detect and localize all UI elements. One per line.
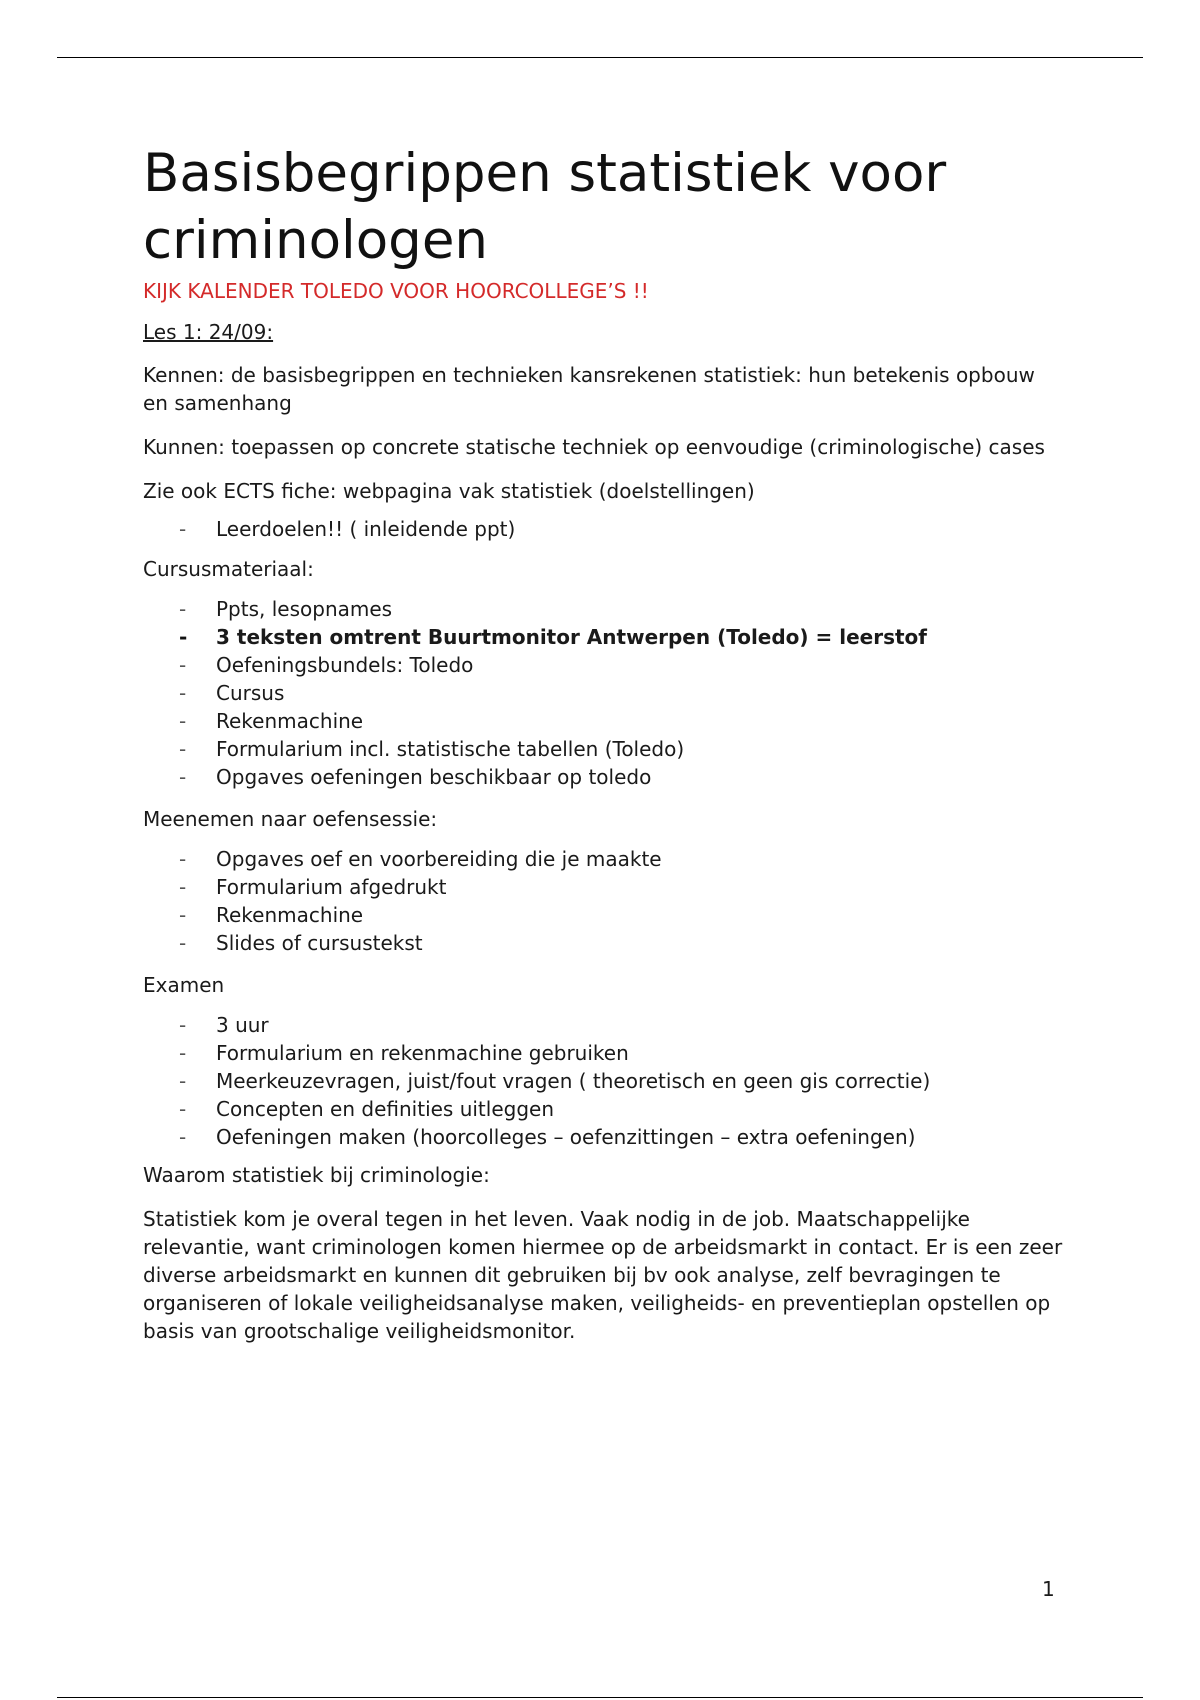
- cursus-heading: Cursusmateriaal:: [143, 557, 314, 581]
- meenemen-heading: Meenemen naar oefensessie:: [143, 807, 438, 831]
- dash-bullet: -: [179, 931, 187, 955]
- ects-paragraph: Zie ook ECTS fiche: webpagina vak statistiek (doelstellingen): [143, 479, 755, 503]
- header-rule: [57, 57, 1143, 58]
- dash-bullet: -: [179, 1069, 187, 1093]
- waarom-heading: Waarom statistiek bij criminologie:: [143, 1163, 490, 1187]
- dash-bullet: -: [179, 709, 187, 733]
- list-item: - 3 uur: [179, 1013, 269, 1037]
- dash-bullet: -: [179, 597, 187, 621]
- list-item: - Meerkeuzevragen, juist/fout vragen ( theoretisch en geen gis correctie): [179, 1069, 931, 1093]
- list-item: - Slides of cursustekst: [179, 931, 423, 955]
- dash-bullet: -: [179, 1125, 187, 1149]
- list-item: - Oefeningsbundels: Toledo: [179, 653, 474, 677]
- list-item: - Ppts, lesopnames: [179, 597, 393, 621]
- meenemen-list: [143, 845, 1063, 957]
- dash-bullet: -: [179, 653, 187, 677]
- calendar-alert: KIJK KALENDER TOLEDO VOOR HOORCOLLEGE’S !!: [143, 279, 649, 303]
- lesson-heading: Les 1: 24/09:: [143, 320, 274, 344]
- examen-list: [143, 1011, 1063, 1151]
- waarom-paragraph: Statistiek kom je overal tegen in het leven. Vaak nodig in de job. Maatschappelijke relevantie, want criminologen komen hiermee op de arbeidsmarkt in contact. Er is een zeer diverse arbeidsmarkt en kunnen dit gebruiken bij bv ook analyse, zelf bevragingen te organiseren of lokale veiligheidsanalyse maken, veiligheids- en preventieplan opstellen op basis van grootschalige veiligheidsmonitor.: [143, 1207, 1063, 1343]
- list-item: - Formularium incl. statistische tabellen (Toledo): [179, 737, 685, 761]
- list-item: - Cursus: [179, 681, 285, 705]
- dash-bullet: -: [179, 1013, 187, 1037]
- page-number: 1: [1042, 1577, 1055, 1601]
- dash-bullet: -: [179, 765, 187, 789]
- kennen-paragraph: Kennen: de basisbegrippen en technieken kansrekenen statistiek: hun betekenis opbouw en samenhang: [143, 363, 1035, 415]
- cursus-list: [143, 595, 1063, 791]
- list-item: - Opgaves oefeningen beschikbaar op toledo: [179, 765, 652, 789]
- list-item: - Formularium en rekenmachine gebruiken: [179, 1041, 629, 1065]
- list-item: - Rekenmachine: [179, 709, 364, 733]
- list-item: - Opgaves oef en voorbereiding die je maakte: [179, 847, 662, 871]
- kunnen-paragraph: Kunnen: toepassen op concrete statische techniek op eenvoudige (criminologische) cases: [143, 435, 1045, 459]
- dash-bullet: -: [179, 1041, 187, 1065]
- dash-bullet: -: [179, 681, 187, 705]
- dash-bullet: -: [179, 737, 187, 761]
- dash-bullet: -: [179, 875, 187, 899]
- list-item: - Concepten en definities uitleggen: [179, 1097, 555, 1121]
- dash-bullet: -: [179, 517, 187, 541]
- dash-bullet: -: [179, 625, 188, 649]
- list-item-bold: - 3 teksten omtrent Buurtmonitor Antwerpen (Toledo) = leerstof: [179, 625, 927, 649]
- list-item: - Formularium afgedrukt: [179, 875, 447, 899]
- list-item: - Leerdoelen!! ( inleidende ppt): [179, 517, 516, 541]
- document-title: Basisbegrippen statistiek voor criminologen: [143, 143, 947, 271]
- list-item: - Oefeningen maken (hoorcolleges – oefenzittingen – extra oefeningen): [179, 1125, 916, 1149]
- list-item: - Rekenmachine: [179, 903, 364, 927]
- ects-list: [143, 515, 1063, 543]
- dash-bullet: -: [179, 1097, 187, 1121]
- dash-bullet: -: [179, 903, 187, 927]
- document-body: [143, 140, 1063, 1361]
- dash-bullet: -: [179, 847, 187, 871]
- footer-rule: [57, 1697, 1143, 1698]
- examen-heading: Examen: [143, 973, 225, 997]
